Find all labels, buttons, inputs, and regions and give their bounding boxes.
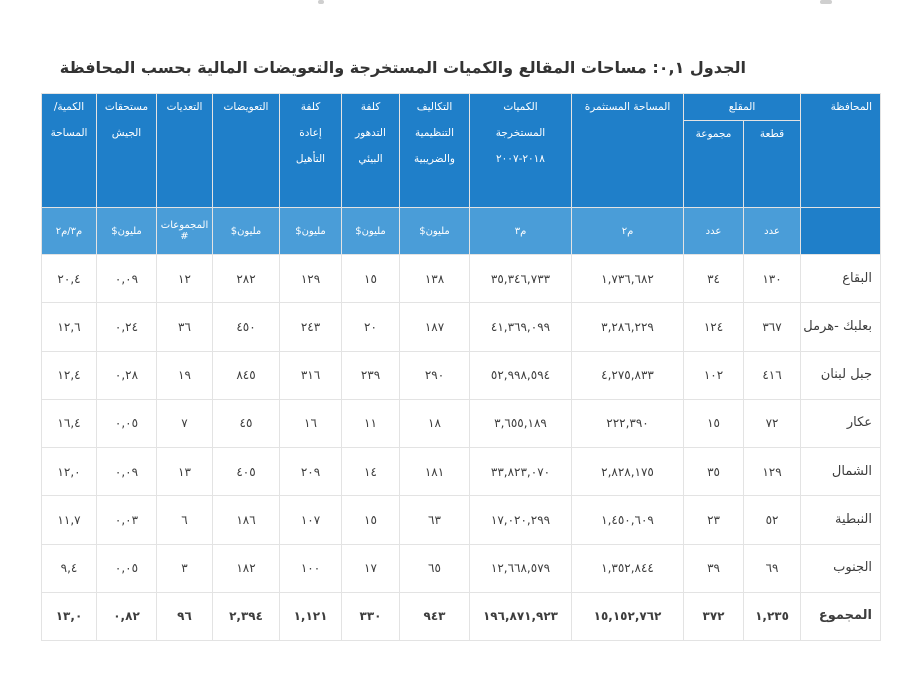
cell-ratio: ١١,٧ [42,496,97,544]
cell-degradation: ٢٣٩ [342,351,400,399]
cell-ratio: ١٢,٦ [42,303,97,351]
cell-piece: ٦٩ [744,544,801,592]
cell-army: ٠,٢٤ [97,303,157,351]
col-compensation: التعويضات [213,94,280,208]
cell-area: ٤,٢٧٥,٨٣٣ [572,351,684,399]
col-quarry: المقلع [684,94,801,121]
cell-name: جبل لبنان [801,351,881,399]
cell-area: ٣,٢٨٦,٢٢٩ [572,303,684,351]
cell-violations: ١٣ [157,448,213,496]
cell-army: ٠,٨٢ [97,592,157,640]
table-row [42,303,881,351]
cell-compensation: ٤٥٠ [213,303,280,351]
table-row [42,255,881,303]
cell-area: ١,٧٣٦,٦٨٢ [572,255,684,303]
cell-rehab: ٢٠٩ [280,448,342,496]
cell-area: ٢,٨٢٨,١٧٥ [572,448,684,496]
cell-area: ٢٢٢,٣٩٠ [572,399,684,447]
cell-reg-costs: ٦٥ [400,544,470,592]
cell-rehab: ١٢٩ [280,255,342,303]
col-quarry-piece: قطعة [744,121,801,208]
unit-area: م٢ [572,208,684,255]
unit-army: مليون$ [97,208,157,255]
cell-name: النبطية [801,496,881,544]
cell-name: الجنوب [801,544,881,592]
total-row [42,592,881,640]
cell-degradation: ١٧ [342,544,400,592]
unit-rehab: مليون$ [280,208,342,255]
cell-compensation: ٢٨٢ [213,255,280,303]
cell-quantities: ١٧,٠٢٠,٢٩٩ [470,496,572,544]
col-area: المساحة المستثمرة [572,94,684,208]
cell-rehab: ١٦ [280,399,342,447]
cell-piece: ١٣٠ [744,255,801,303]
cell-reg-costs: ٩٤٣ [400,592,470,640]
cell-piece: ٥٢ [744,496,801,544]
cell-rehab: ١,١٢١ [280,592,342,640]
cell-compensation: ١٨٦ [213,496,280,544]
cell-army: ٠,٠٩ [97,255,157,303]
cell-rehab: ١٠٠ [280,544,342,592]
cell-quantities: ٣٥,٣٤٦,٧٣٣ [470,255,572,303]
cell-violations: ١٢ [157,255,213,303]
cell-area: ١,٤٥٠,٦٠٩ [572,496,684,544]
header-row [42,94,881,121]
units-row [42,208,881,255]
cell-ratio: ١٢,٠ [42,448,97,496]
unit-ratio: م٣/م٢ [42,208,97,255]
cell-reg-costs: ١٨ [400,399,470,447]
cell-violations: ٦ [157,496,213,544]
table-row [42,448,881,496]
cell-reg-costs: ١٨١ [400,448,470,496]
cell-quantities: ١٩٦,٨٧١,٩٢٣ [470,592,572,640]
cell-name: البقاع [801,255,881,303]
cell-rehab: ٣١٦ [280,351,342,399]
cell-reg-costs: ١٨٧ [400,303,470,351]
cell-ratio: ١٢,٤ [42,351,97,399]
cell-compensation: ٤٠٥ [213,448,280,496]
cell-compensation: ٤٥ [213,399,280,447]
cell-ratio: ١٦,٤ [42,399,97,447]
cell-name: المجموع [801,592,881,640]
cell-degradation: ١٤ [342,448,400,496]
cell-rehab: ٢٤٣ [280,303,342,351]
cell-degradation: ١٥ [342,496,400,544]
cell-compensation: ١٨٢ [213,544,280,592]
cell-army: ٠,٠٥ [97,399,157,447]
cell-ratio: ١٣,٠ [42,592,97,640]
cell-name: بعلبك -هرمل [801,303,881,351]
cell-army: ٠,٠٥ [97,544,157,592]
cell-reg-costs: ٢٩٠ [400,351,470,399]
col-rehab: كلفة إعادة التأهيل [280,94,342,208]
col-quantities: الكميات المستخرجة ٢٠١٨-٢٠٠٧ [470,94,572,208]
unit-reg-costs: مليون$ [400,208,470,255]
table-title: الجدول ٠,١: مساحات المقالع والكميات المستخرجة والتعويضات المالية بحسب المحافظة [59,58,746,77]
cell-rehab: ١٠٧ [280,496,342,544]
cell-reg-costs: ١٣٨ [400,255,470,303]
col-quarry-group: مجموعة [684,121,744,208]
cell-army: ٠,٠٩ [97,448,157,496]
unit-violations: المجموعات # [157,208,213,255]
cell-name: الشمال [801,448,881,496]
top-edge-marks [0,0,902,14]
cell-piece: ١,٢٣٥ [744,592,801,640]
cell-area: ١٥,١٥٢,٧٦٢ [572,592,684,640]
cell-quantities: ١٢,٦٦٨,٥٧٩ [470,544,572,592]
unit-piece: عدد [744,208,801,255]
cell-group: ١٥ [684,399,744,447]
table-row [42,399,881,447]
cell-violations: ١٩ [157,351,213,399]
cell-degradation: ٢٠ [342,303,400,351]
cell-quantities: ٥٢,٩٩٨,٥٩٤ [470,351,572,399]
cell-compensation: ٢,٣٩٤ [213,592,280,640]
cell-degradation: ١٥ [342,255,400,303]
cell-degradation: ٣٣٠ [342,592,400,640]
cell-area: ١,٣٥٢,٨٤٤ [572,544,684,592]
cell-violations: ٩٦ [157,592,213,640]
unit-quantities: م٣ [470,208,572,255]
unit-governorate [801,208,881,255]
cell-name: عكار [801,399,881,447]
unit-degradation: مليون$ [342,208,400,255]
cell-group: ٣٥ [684,448,744,496]
cell-army: ٠,٠٣ [97,496,157,544]
cell-group: ٣٧٢ [684,592,744,640]
cell-quantities: ٣,٦٥٥,١٨٩ [470,399,572,447]
cell-quantities: ٤١,٣٦٩,٠٩٩ [470,303,572,351]
table-row [42,544,881,592]
cell-army: ٠,٢٨ [97,351,157,399]
cell-quantities: ٣٣,٨٢٣,٠٧٠ [470,448,572,496]
cell-group: ١٢٤ [684,303,744,351]
cell-group: ٢٣ [684,496,744,544]
col-ratio: الكمية/ المساحة [42,94,97,208]
table-row [42,496,881,544]
cell-degradation: ١١ [342,399,400,447]
col-reg-costs: التكاليف التنظيمية والضريبية [400,94,470,208]
cell-violations: ٣ [157,544,213,592]
cell-ratio: ٩,٤ [42,544,97,592]
cell-ratio: ٢٠,٤ [42,255,97,303]
cell-piece: ٧٢ [744,399,801,447]
col-violations: التعديات [157,94,213,208]
cell-group: ٣٤ [684,255,744,303]
cell-compensation: ٨٤٥ [213,351,280,399]
cell-group: ١٠٢ [684,351,744,399]
cell-piece: ٣٦٧ [744,303,801,351]
col-governorate: المحافظة [801,94,881,208]
unit-group: عدد [684,208,744,255]
col-degradation: كلفة التدهور البيئي [342,94,400,208]
cell-violations: ٣٦ [157,303,213,351]
col-army: مستحقات الجيش [97,94,157,208]
unit-compensation: مليون$ [213,208,280,255]
quarries-table [41,93,881,641]
table-row [42,351,881,399]
cell-violations: ٧ [157,399,213,447]
cell-reg-costs: ٦٣ [400,496,470,544]
cell-piece: ١٢٩ [744,448,801,496]
cell-group: ٣٩ [684,544,744,592]
cell-piece: ٤١٦ [744,351,801,399]
